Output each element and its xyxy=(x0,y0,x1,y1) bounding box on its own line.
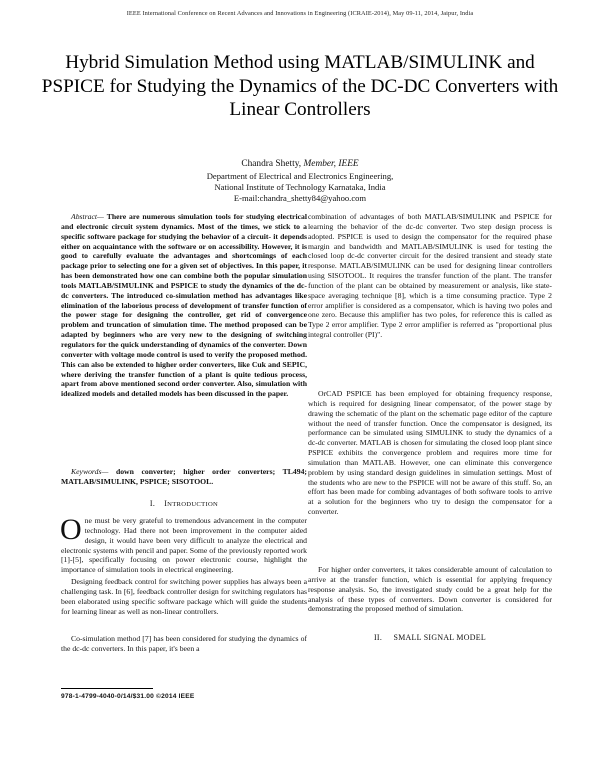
section-number: I. xyxy=(149,499,156,508)
paper-title: Hybrid Simulation Method using MATLAB/SIMULINK and PSPICE for Studying the Dynamics of the DC-DC Converters with Linear Controllers xyxy=(41,52,559,121)
section-title-rest: NTRODUCTION xyxy=(167,501,219,508)
right-paragraph-1: combination of advantages of both MATLAB/SIMULINK and PSPICE for learning the behavior of the dc-dc converter. Two step design process is adopted. PSPICE is used to design the compensator for the required phase margin and bandwidth and MATLAB/SIMULINK is used for testing the closed loop dc-dc converter circuit for the desired transient and steady state response. MATLAB/SIMULINK can be used for designing linear controllers using SISOTOOL. It requires the transfer function of the plant. The transfer function of the plant can be obtained by measurement or analysis, like state-space averaging technique [8], which is a time consuming practice. Type 2 error amplifier is considered as a compensator, which is having two poles and one zero. Because this amplifier has two poles, for reference this is called as Type 2 error amplifier. Type 2 error amplifier is referred as "proportional plus integral controller (PI)". xyxy=(308,212,552,340)
author-block xyxy=(0,158,600,204)
section-heading-small-signal xyxy=(308,633,552,642)
right-paragraph-2: OrCAD PSPICE has been employed for obtaining frequency response, which is required for designing linear compensator, of the power stage by drawing the schematic of the plant on the schematic page editor of the capture without the need of transfer function. Once the compensator is designed, its performance can be simulated using SIMULINK to study the dynamics of a dc-dc converter. MATLAB is chosen for simulating the closed loop plant since PSPICE exhibits the convergence problem and requires more time for simulation than MATLAB. However, one can eliminate this convergence problem by using standard design guidelines in simulation settings. Most of the students who are new to the PSPICE will not be aware of this stuff. So, an effort has been made for combing advantages of both software tools to arrive at a solution for the beginners who try to design the compensator for a converter. xyxy=(308,389,552,517)
copyright-footer: 978-1-4799-4040-0/14/$31.00 ©2014 IEEE xyxy=(61,693,195,700)
author-email: E-mail:chandra_shetty84@yahoo.com xyxy=(233,193,367,203)
intro-paragraph-1 xyxy=(60,513,307,575)
author-institution: National Institute of Technology Karnataka, India xyxy=(214,182,386,192)
intro-paragraph-1-text: ne must be very grateful to tremendous advancement in the computer technology. Had there not been improvement in the computer aided design, it would have been very difficult to analyze the electrical and electronic systems with pencil and paper. Some of the previously reported work [1]-[5], specifically focusing on power electronic course, highlight the importance of simulation tools in electrical engineering. xyxy=(61,516,307,575)
keywords-body: down converter; higher order converters; TL494; MATLAB/SIMULINK, PSPICE; SISOTOOL. xyxy=(61,467,307,486)
intro-paragraph-2: Designing feedback control for switching power supplies has always been a challenging task. In [6], feedback controller design for switching regulators has been elaborated using specific software package which will guide the students for learning linear as well as non-linear controllers. xyxy=(61,577,307,616)
drop-cap: O xyxy=(60,513,82,546)
keywords xyxy=(61,467,307,487)
section-title-first: I xyxy=(164,499,168,508)
author-name: Chandra Shetty, xyxy=(241,159,304,169)
abstract-body: There are numerous simulation tools for studying electrical and electronic circuit system dynamics. Most of the times, we stick to a specific software package for studying the behavior of a circuit- it depends either on acquaintance with the software or on accessibility. However, it is good to carefully evaluate the advantages and shortcomings of each package prior to selecting one for a given set of objectives. In this paper, it has been demonstrated how one can combine both the popular simulation tools MATLAB/SIMULINK and PSPICE to study the dynamics of the dc-dc converters. The introduced co-simulation method has advantages like elimination of the laborious process of development of transfer function of the power stage for designing the controller, get rid of convergence problem and truncation of simulation time. The method proposed can be adapted by beginners who are very new to the designing of switching regulators for the quick understanding of dynamics of the converter. Down converter with voltage mode control is used to verify the proposed method. This can also be extended to higher order converters, like Cuk and SEPIC, where deriving the transfer function of a plant is quite tedious process, apart from above mentioned second order converter. Also, simulation with idealized models and detailed models has been discussed in the paper. xyxy=(61,212,307,399)
author-line xyxy=(0,158,600,171)
keywords-lead: Keywords— xyxy=(71,467,116,476)
abstract xyxy=(61,212,307,399)
conference-header: IEEE International Conference on Recent Advances and Innovations in Engineering (ICRAIE-2014), May 09-11, 2014, Jaipur, India xyxy=(126,10,474,17)
author-department: Department of Electrical and Electronics Engineering, xyxy=(206,171,394,181)
abstract-lead: Abstract— xyxy=(71,212,107,221)
section-heading-introduction xyxy=(61,499,307,508)
section-title: SMALL SIGNAL MODEL xyxy=(393,633,486,642)
intro-paragraph-3: Co-simulation method [7] has been considered for studying the dynamics of the dc-dc converters. In this paper, it's been a xyxy=(61,634,307,653)
footer-rule xyxy=(61,688,153,689)
right-paragraph-3: For higher order converters, it takes considerable amount of calculation to arrive at the transfer function, which is essential for applying frequency response analysis. So, the investigated study could be a great help for the analysis of these types of converters. Down converter is considered for demonstrating the proposed method of simulation. xyxy=(308,565,552,614)
author-membership: Member, IEEE xyxy=(303,159,359,169)
section-number: II. xyxy=(373,633,383,642)
